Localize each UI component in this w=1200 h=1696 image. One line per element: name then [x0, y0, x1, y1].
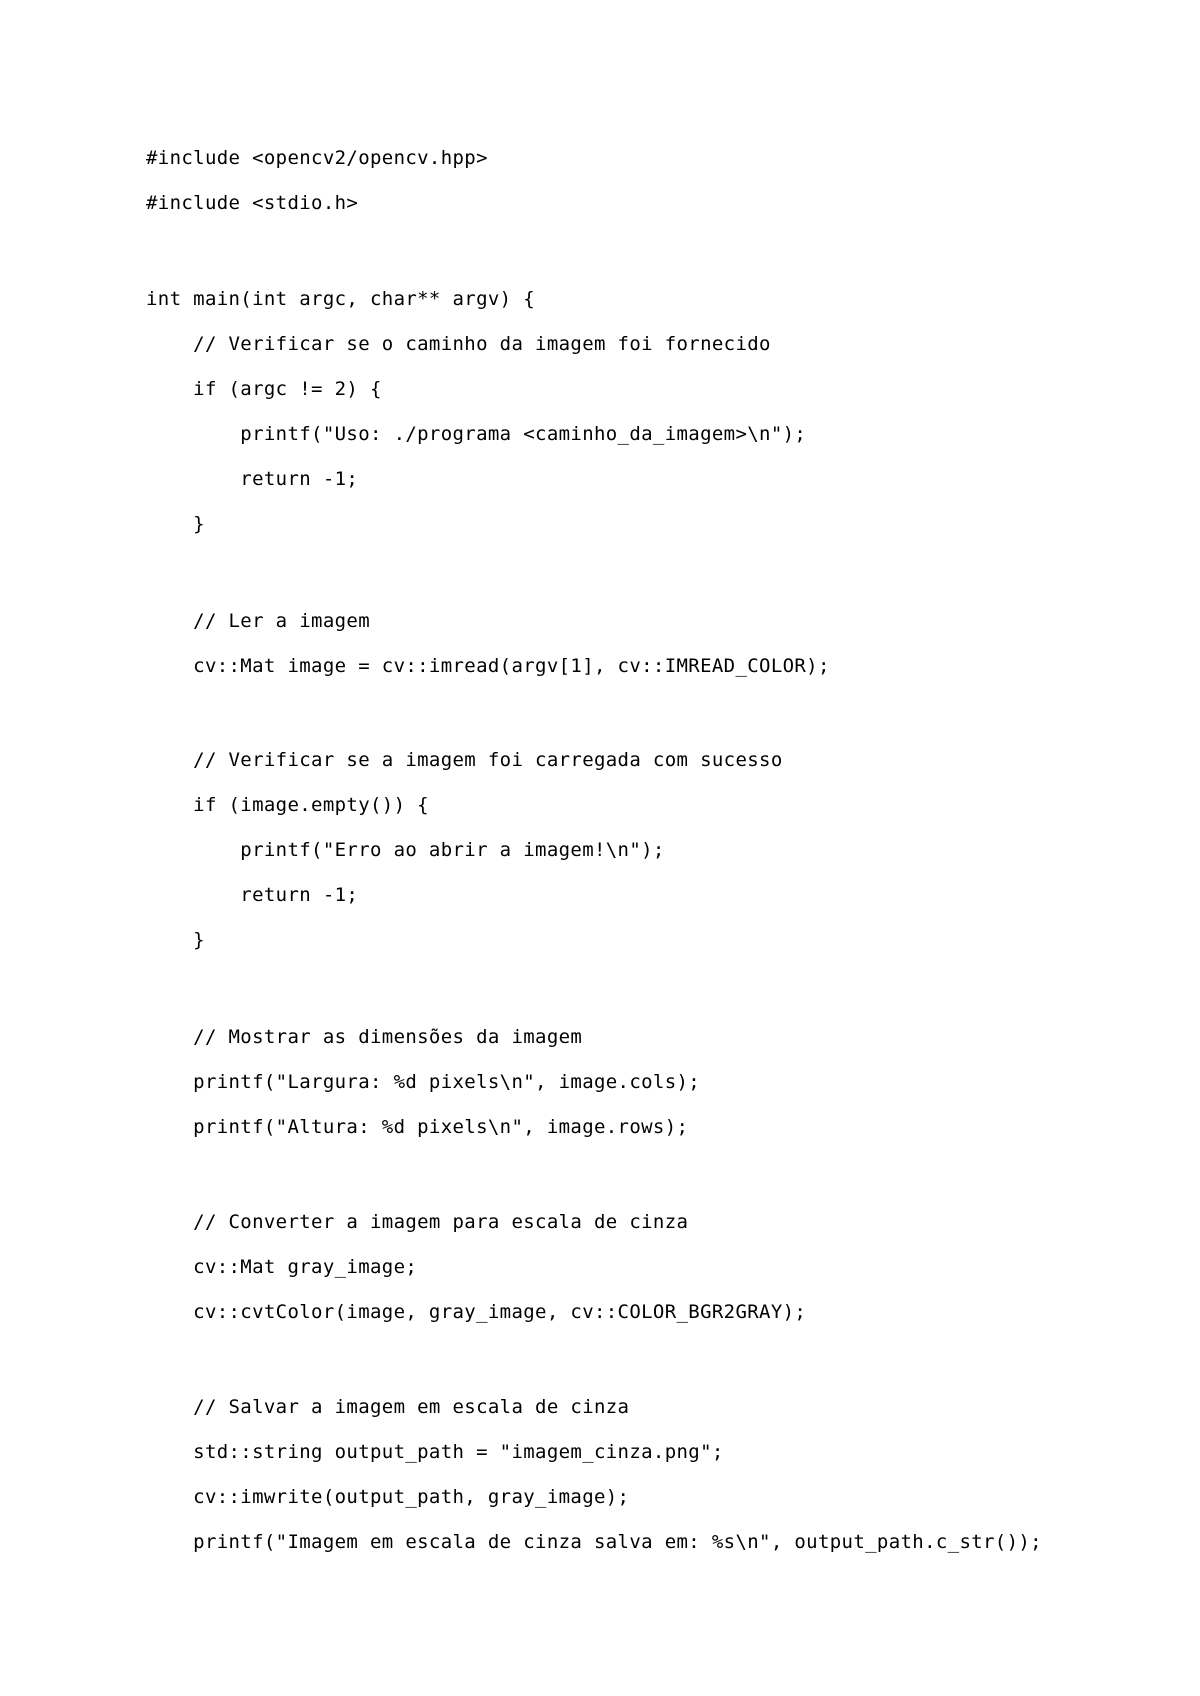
imread-line: cv::Mat image = cv::imread(argv[1], cv::IMREAD_COLOR); — [146, 655, 830, 677]
comment-check-path-line: // Verificar se o caminho da imagem foi fornecido — [146, 333, 771, 355]
imwrite-line: cv::imwrite(output_path, gray_image); — [146, 1486, 630, 1508]
main-signature-line: int main(int argc, char** argv) { — [146, 288, 536, 310]
printf-error-line: printf("Erro ao abrir a imagem!\n"); — [146, 839, 665, 861]
close-brace-line: } — [146, 929, 205, 951]
output-path-line: std::string output_path = "imagem_cinza.png"; — [146, 1441, 724, 1463]
gray-image-declaration-line: cv::Mat gray_image; — [146, 1256, 418, 1278]
comment-check-loaded-line: // Verificar se a imagem foi carregada com sucesso — [146, 749, 783, 771]
comment-read-image-line: // Ler a imagem — [146, 610, 370, 632]
return-error-line: return -1; — [146, 468, 359, 490]
printf-saved-line: printf("Imagem em escala de cinza salva em: %s\n", output_path.c_str()); — [146, 1531, 1042, 1553]
printf-height-line: printf("Altura: %d pixels\n", image.rows); — [146, 1116, 689, 1138]
printf-usage-line: printf("Uso: ./programa <caminho_da_imagem>\n"); — [146, 423, 807, 445]
include-opencv-line: #include <opencv2/opencv.hpp> — [146, 147, 488, 169]
comment-grayscale-line: // Converter a imagem para escala de cinza — [146, 1211, 689, 1233]
cvtcolor-line: cv::cvtColor(image, gray_image, cv::COLOR_BGR2GRAY); — [146, 1301, 807, 1323]
if-argc-line: if (argc != 2) { — [146, 378, 382, 400]
comment-save-line: // Salvar a imagem em escala de cinza — [146, 1396, 630, 1418]
return-error-line: return -1; — [146, 884, 359, 906]
comment-dimensions-line: // Mostrar as dimensões da imagem — [146, 1026, 583, 1048]
if-empty-line: if (image.empty()) { — [146, 794, 429, 816]
include-stdio-line: #include <stdio.h> — [146, 192, 359, 214]
printf-width-line: printf("Largura: %d pixels\n", image.cols); — [146, 1071, 701, 1093]
close-brace-line: } — [146, 513, 205, 535]
